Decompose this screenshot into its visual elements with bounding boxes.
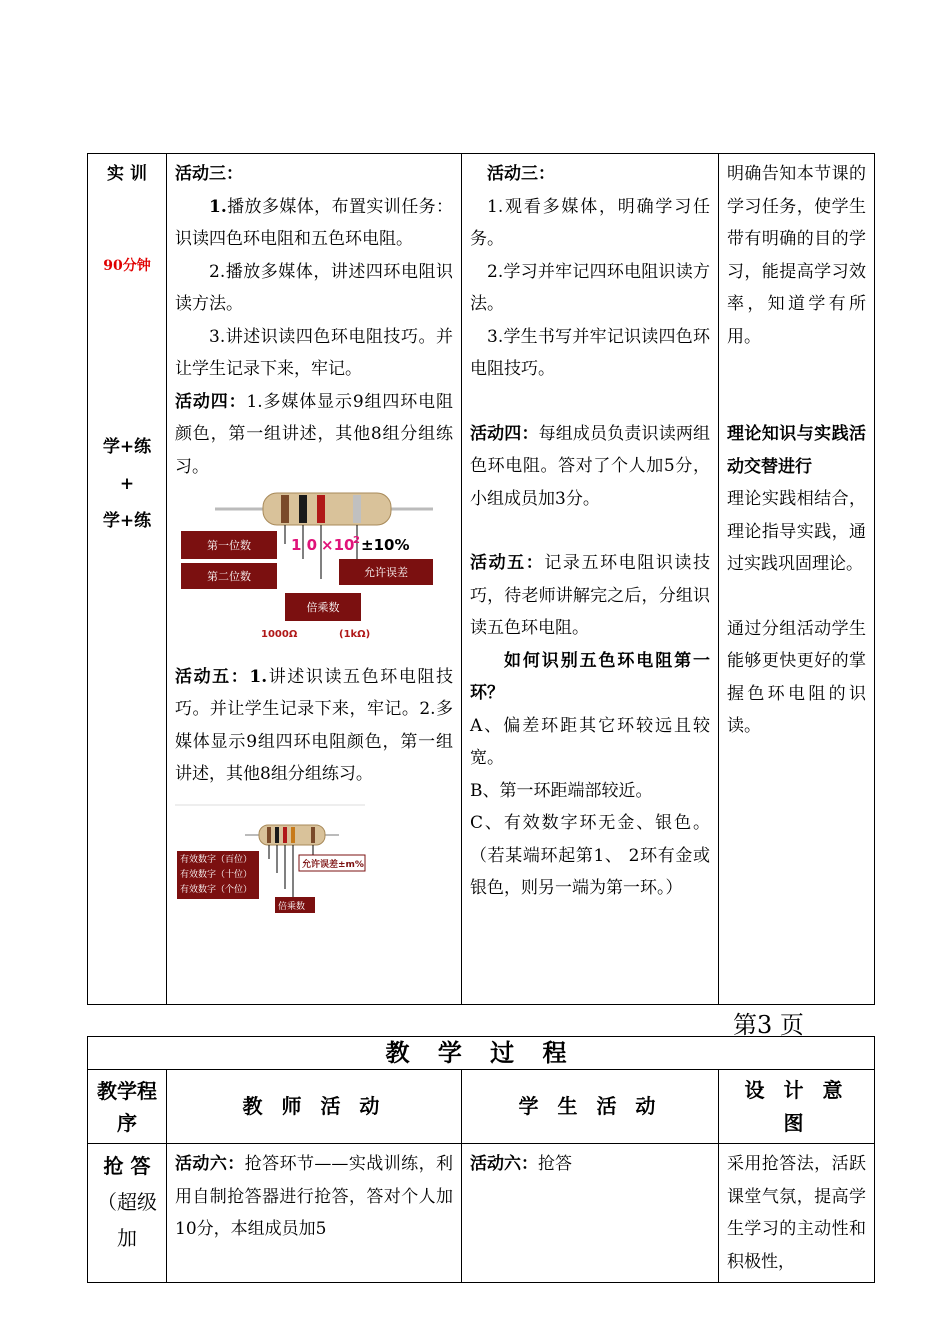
design-p2: 理论实践相结合，理论指导实践，通过实践巩固理论。: [727, 489, 866, 574]
activity3-title: 活动三：: [175, 164, 243, 184]
header-teacher: 教 师 活 动: [167, 1070, 462, 1144]
activity3-step2: 2.播放多媒体，讲述四环电阻识读方法。: [175, 261, 453, 314]
label-hundreds: 有效数字（百位）: [180, 854, 253, 865]
teaching-process-table: [87, 1036, 875, 1283]
quiz-sub-label: （超级加: [97, 1190, 157, 1250]
mode-label-1: 学+练: [102, 436, 152, 457]
activity5-title: 活动五：: [175, 666, 250, 687]
s-activity6-title: 活动六：: [470, 1154, 538, 1174]
formula-tolerance: ±10%: [361, 536, 410, 554]
design-activity6-cell: 采用抢答法，活跃课堂气氛，提高学生学习的主动性和积极性，: [719, 1144, 875, 1283]
activity3-step1-num: 1.: [209, 196, 227, 217]
header-procedure: 教学程序: [88, 1070, 167, 1144]
four-band-resistor-diagram: [175, 489, 453, 661]
teacher-activity-cell: [167, 154, 462, 1005]
procedure-cell: [88, 154, 167, 1005]
label-multiplier: 倍乘数: [306, 601, 340, 614]
answer-b: B、第一环距端部较近。: [470, 780, 653, 801]
header-design: 设 计 意 图: [719, 1070, 875, 1144]
design-p3: 通过分组活动学生能够更快更好的掌握色环电阻的识读。: [727, 618, 866, 736]
header-student: 学 生 活 动: [462, 1070, 719, 1144]
activity4-title: 活动四：: [175, 391, 247, 412]
answer-c: C、有效数字环无金、银色。（若某端环起第1、 2环有金或银色，则另一端为第一环。）: [470, 813, 710, 898]
activity6-text: 抢答环节——实战训练，利用自制抢答器进行抢答，答对个人加10分，本组成员加5: [175, 1154, 454, 1239]
design-p2-bold: 理论知识与实践活动交替进行: [727, 424, 866, 477]
label-tens: 有效数字（十位）: [180, 869, 253, 880]
activity3-step3: 3.讲述识读四色环电阻技巧。并让学生记录下来，牢记。: [175, 326, 453, 379]
mode-label-2: 学+练: [102, 510, 152, 531]
activity3-step1: 播放多媒体，布置实训任务：识读四色环电阻和五色环电阻。: [175, 196, 453, 249]
value-ohms: 1000Ω: [261, 629, 298, 640]
activity5-text: 讲述识读五色环电阻技巧。并让学生记录下来，牢记。2.多媒体显示9组四环电阻颜色，第一组讲述，其他8组分组练习。: [175, 666, 454, 784]
procedure-quiz-cell: [88, 1144, 167, 1283]
five-band-question: 如何识别五色环电阻第一环？: [470, 650, 710, 703]
s-activity5-text: 记录五环电阻识读技巧，待老师讲解完之后，分组识读五色环电阻。: [470, 553, 711, 638]
s-activity5-title: 活动五：: [470, 553, 545, 573]
label-tolerance-m: 允许误差±m%: [302, 859, 364, 870]
label-tolerance: 允许误差: [364, 566, 408, 579]
activity6-title: 活动六：: [175, 1154, 245, 1174]
s-activity4-text: 每组成员负责识读两组色环电阻。答对了个人加5分，小组成员加3分。: [470, 423, 711, 509]
lesson-table-continued: [87, 153, 875, 1005]
teacher-activity6-cell: [167, 1144, 462, 1283]
five-band-resistor-diagram: [175, 797, 453, 929]
quiz-label: 抢 答: [103, 1154, 151, 1178]
value-kohms: (1kΩ): [339, 629, 371, 640]
s-activity4-title: 活动四：: [470, 423, 539, 444]
student-activity-cell: [462, 154, 719, 1005]
label-multiplier-2: 倍乘数: [278, 901, 306, 912]
label-ones: 有效数字（个位）: [180, 884, 253, 895]
s-activity3-step2: 2.学习并牢记四环电阻识读方法。: [470, 261, 710, 314]
answer-a: A、偏差环距其它环较远且较宽。: [470, 715, 710, 768]
design-p1: 明确告知本节课的学习任务，使学生带有明确的目的学习，能提高学习效率，知道学有所用。: [727, 164, 866, 347]
design-intent-cell: [719, 154, 875, 1005]
s-activity3-title: 活动三：: [487, 164, 555, 184]
student-activity6-cell: [462, 1144, 719, 1283]
s-activity3-step3: 3.学生书写并牢记识读四色环电阻技巧。: [470, 326, 710, 379]
activity4-text: 1.多媒体显示9组四环电阻颜色，第一组讲述，其他8组分组练习。: [175, 391, 454, 477]
label-second-digit: 第二位数: [207, 570, 251, 583]
s-activity6-text: 抢答: [538, 1154, 572, 1174]
s-activity3-step1: 1.观看多媒体，明确学习任务。: [470, 196, 710, 249]
procedure-label: 实 训: [107, 164, 147, 184]
mode-plus: +: [119, 473, 135, 494]
activity5-num: 1.: [249, 666, 268, 687]
label-first-digit: 第一位数: [207, 539, 251, 552]
formula-digits: 1 0: [291, 536, 318, 554]
page-number: 第3 页: [733, 1011, 804, 1039]
formula-mult: ×10: [321, 536, 355, 554]
time-label: 90分钟: [103, 258, 151, 274]
formula-exp: 2: [353, 535, 360, 546]
table-title: 教 学 过 程: [88, 1037, 875, 1070]
